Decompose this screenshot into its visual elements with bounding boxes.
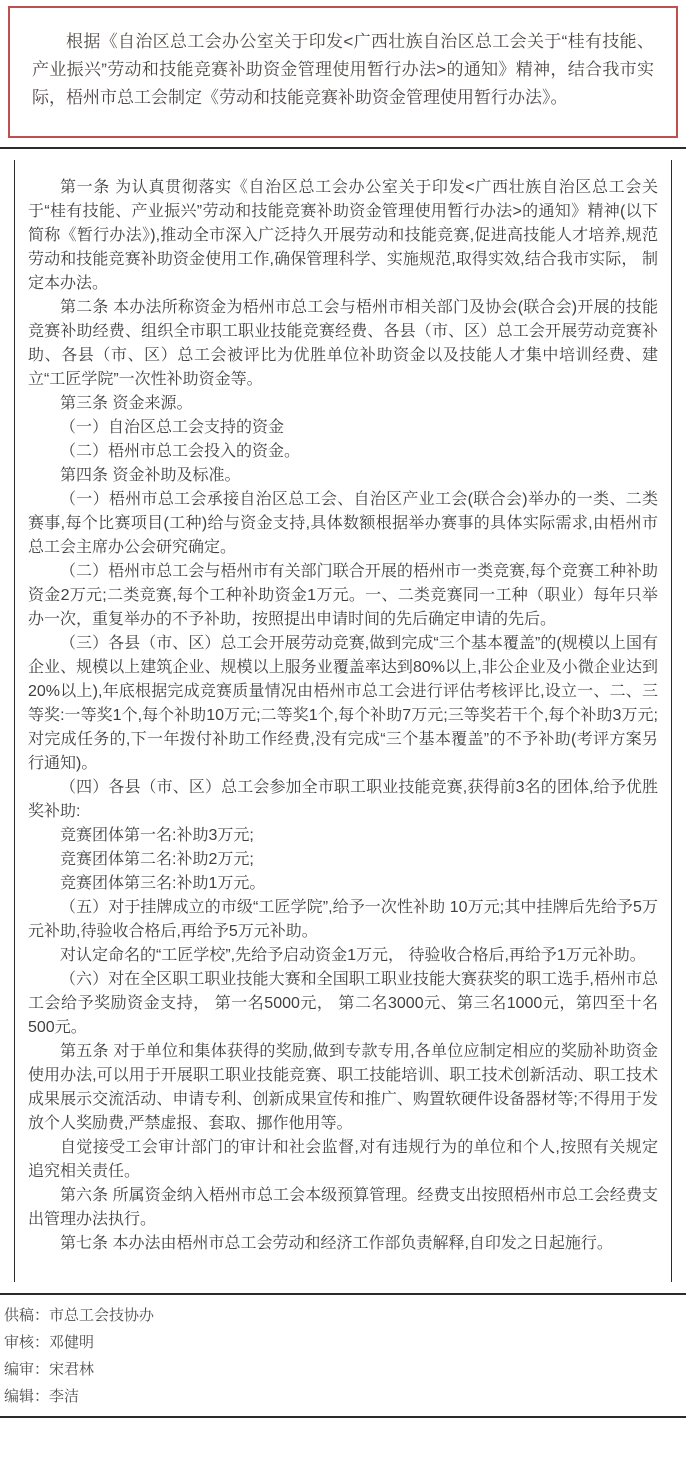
footer-credit-value: 李洁 [49, 1388, 80, 1405]
footer-credit-label: 编辑： [4, 1388, 50, 1405]
document-paragraph: 对认定命名的“工匠学校”,先给予启动资金1万元， 待验收合格后,再给予1万元补助。 [60, 947, 646, 964]
footer-credit-row [4, 1329, 682, 1356]
document-paragraph: 自觉接受工会审计部门的审计和社会监督,对有违规行为的单位和个人,按照有关规定追究相关责任。 [28, 1139, 658, 1180]
footer-credit-value: 宋君林 [49, 1361, 95, 1378]
footer-credits [0, 1295, 686, 1418]
document-paragraph: 第四条 资金补助及标准。 [60, 467, 241, 484]
footer-credit-row [4, 1302, 682, 1329]
document-paragraph: （三）各县（市、区）总工会开展劳动竞赛,做到完成“三个基本覆盖”的(规模以上国有企业、规模以上建筑企业、规模以上服务业覆盖率达到80%以上,非公企业及小微企业达到20%以上),年底根据完成竞赛质量情况由梧州市总工会进行评估考核评比,设立一、二、三等奖:一等奖1个,每个补助10万元;二等奖1个,每个补助7万元;三等奖若干个,每个补助3万元;对完成任务的,下一年拨付补助工作经费,没有完成“三个基本覆盖”的不予补助(考评方案另行通知)。 [28, 635, 658, 772]
document-frame [0, 147, 686, 1295]
document-paragraph: 竞赛团体第一名:补助3万元; [60, 827, 254, 844]
document-paragraph: （六）对在全区职工职业技能大赛和全国职工职业技能大赛获奖的职工选手,梧州市总工会给予奖励资金支持， 第一名5000元， 第二名3000元、第三名1000元，第四至十名500元。 [28, 971, 658, 1036]
intro-highlight-box [8, 6, 678, 138]
footer-credit-row [4, 1356, 682, 1383]
document-paragraph: （一）自治区总工会支持的资金 [60, 419, 285, 436]
document-paragraph: （五）对于挂牌成立的市级“工匠学院”,给予一次性补助 10万元;其中挂牌后先给予5万元补助,待验收合格后,再给予5万元补助。 [28, 899, 658, 940]
footer-credit-label: 审核： [4, 1334, 50, 1351]
intro-text: 根据《自治区总工会办公室关于印发<广西壮族自治区总工会关于“桂有技能、产业振兴”劳动和技能竞赛补助资金管理使用暂行办法>的通知》精神，结合我市实际，梧州市总工会制定《劳动和技能竞赛补助资金管理使用暂行办法》。 [32, 32, 654, 107]
footer-credit-value: 邓健明 [49, 1334, 95, 1351]
document-paragraph: （二）梧州市总工会与梧州市有关部门联合开展的梧州市一类竞赛,每个竞赛工种补助资金2万元;二类竞赛,每个工种补助资金1万元。一、二类竞赛同一工种（职业）每年只举办一次，重复举办的不予补助，按照提出申请时间的先后确定申请的先后。 [28, 563, 658, 628]
document-paragraph: （四）各县（市、区）总工会参加全市职工职业技能竞赛,获得前3名的团体,给予优胜奖补助: [28, 779, 658, 820]
document-paragraph: 第三条 资金来源。 [60, 395, 193, 412]
footer-credit-label: 供稿： [4, 1307, 50, 1324]
document-paragraph: 第六条 所属资金纳入梧州市总工会本级预算管理。经费支出按照梧州市总工会经费支出管理办法执行。 [28, 1187, 658, 1228]
document-paragraph: 竞赛团体第三名:补助1万元。 [60, 875, 266, 892]
footer-credit-value: 市总工会技协办 [49, 1307, 155, 1324]
document-paragraph: （一）梧州市总工会承接自治区总工会、自治区产业工会(联合会)举办的一类、二类赛事,每个比赛项目(工种)给与资金支持,具体数额根据举办赛事的具体实际需求,由梧州市总工会主席办公会研究确定。 [28, 491, 658, 556]
footer-credit-label: 编审： [4, 1361, 50, 1378]
document-body [14, 160, 672, 1282]
document-paragraph: 竞赛团体第二名:补助2万元; [60, 851, 254, 868]
footer-credit-row [4, 1383, 682, 1410]
document-paragraph: 第二条 本办法所称资金为梧州市总工会与梧州市相关部门及协会(联合会)开展的技能竞赛补助经费、组织全市职工职业技能竞赛经费、各县（市、区）总工会开展劳动竞赛补助、各县（市、区）总工会被评比为优胜单位补助资金以及技能人才集中培训经费、建立“工匠学院”一次性补助资金等。 [28, 299, 658, 388]
document-paragraph: 第七条 本办法由梧州市总工会劳动和经济工作部负责解释,自印发之日起施行。 [60, 1235, 613, 1252]
document-paragraph: 第一条 为认真贯彻落实《自治区总工会办公室关于印发<广西壮族自治区总工会关于“桂有技能、产业振兴”劳动和技能竞赛补助资金管理使用暂行办法>的通知》精神(以下简称《暂行办法》),推动全市深入广泛持久开展劳动和技能竞赛,促进高技能人才培养,规范劳动和技能竞赛补助资金使用工作,确保管理科学、实施规范,取得实效,结合我市实际， 制定本办法。 [28, 179, 658, 292]
document-paragraph: 第五条 对于单位和集体获得的奖励,做到专款专用,各单位应制定相应的奖励补助资金使用办法,可以用于开展职工职业技能竞赛、职工技能培训、职工技术创新活动、职工技术成果展示交流活动、申请专利、创新成果宣传和推广、购置软硬件设备器材等;不得用于发放个人奖励费,严禁虚报、套取、挪作他用等。 [28, 1043, 658, 1132]
document-paragraph: （二）梧州市总工会投入的资金。 [60, 443, 301, 460]
